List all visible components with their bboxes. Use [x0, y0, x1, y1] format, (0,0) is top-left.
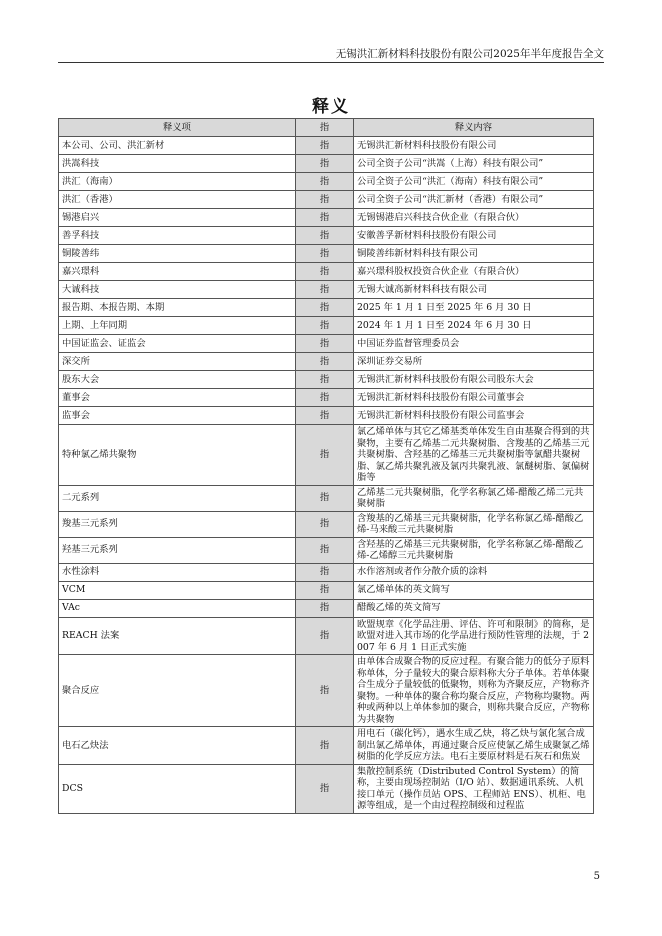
table-row: [59, 137, 594, 155]
table-row: [59, 371, 594, 389]
row-definition: 无锡大诚高新材料科技有限公司: [354, 281, 594, 299]
row-term: 报告期、本报告期、本期: [59, 299, 296, 317]
row-definition: 铜陵善纬新材料科技有限公司: [354, 245, 594, 263]
glossary-table: [58, 118, 594, 814]
row-term: 洪汇（海南）: [59, 173, 296, 191]
table-header-row: [59, 119, 594, 137]
row-term: 上期、上年同期: [59, 317, 296, 335]
row-definition: 中国证券监督管理委员会: [354, 335, 594, 353]
row-definition: 氯乙烯单体与其它乙烯基类单体发生自由基聚合得到的共聚物，主要有乙烯基二元共聚树脂、含羧基的乙烯基三元共聚树脂、含羟基的乙烯基三元共聚树脂等氯醋共聚树脂、氯乙烯共聚乳液及氯丙共聚乳液、氯醚树脂、氯偏树脂等: [354, 425, 594, 486]
row-zhi: 指: [296, 263, 354, 281]
table-row: [59, 537, 594, 563]
row-definition: 2025 年 1 月 1 日至 2025 年 6 月 30 日: [354, 299, 594, 317]
report-header: 无锡洪汇新材料科技股份有限公司2025年半年度报告全文: [335, 48, 604, 60]
row-zhi: 指: [296, 764, 354, 813]
row-zhi: 指: [296, 317, 354, 335]
page-number: 5: [593, 871, 600, 882]
row-term: 嘉兴璟科: [59, 263, 296, 281]
table-row: [59, 263, 594, 281]
row-definition: 深圳证券交易所: [354, 353, 594, 371]
table-row: [59, 764, 594, 813]
row-zhi: 指: [296, 563, 354, 581]
row-definition: 水作溶剂或者作分散介质的涂料: [354, 563, 594, 581]
row-term: 水性涂料: [59, 563, 296, 581]
row-term: VCM: [59, 581, 296, 599]
row-term: 本公司、公司、洪汇新材: [59, 137, 296, 155]
row-definition: 无锡洪汇新材料科技股份有限公司董事会: [354, 389, 594, 407]
row-zhi: 指: [296, 389, 354, 407]
table-row: [59, 353, 594, 371]
table-row: [59, 617, 594, 655]
row-zhi: 指: [296, 335, 354, 353]
row-zhi: 指: [296, 407, 354, 425]
table-row: [59, 485, 594, 511]
row-zhi: 指: [296, 299, 354, 317]
table-row: [59, 655, 594, 727]
row-zhi: 指: [296, 617, 354, 655]
row-zhi: 指: [296, 425, 354, 486]
row-definition: 公司全资子公司“洪汇新材（香港）有限公司”: [354, 191, 594, 209]
row-zhi: 指: [296, 599, 354, 617]
column-header-zhi: 指: [296, 119, 354, 137]
row-zhi: 指: [296, 155, 354, 173]
row-zhi: 指: [296, 353, 354, 371]
row-zhi: 指: [296, 655, 354, 727]
row-zhi: 指: [296, 537, 354, 563]
table-row: [59, 581, 594, 599]
row-term: 聚合反应: [59, 655, 296, 727]
row-term: 董事会: [59, 389, 296, 407]
table-row: [59, 317, 594, 335]
row-definition: 2024 年 1 月 1 日至 2024 年 6 月 30 日: [354, 317, 594, 335]
row-definition: 乙烯基二元共聚树脂，化学名称氯乙烯-醋酸乙烯二元共聚树脂: [354, 485, 594, 511]
row-term: 股东大会: [59, 371, 296, 389]
table-row: [59, 563, 594, 581]
table-row: [59, 727, 594, 765]
page-title: 释义: [312, 97, 350, 117]
row-definition: 公司全资子公司“洪嵩（上海）科技有限公司”: [354, 155, 594, 173]
table-row: [59, 299, 594, 317]
row-zhi: 指: [296, 485, 354, 511]
row-zhi: 指: [296, 173, 354, 191]
row-definition: 无锡洪汇新材料科技股份有限公司: [354, 137, 594, 155]
row-term: DCS: [59, 764, 296, 813]
table-row: [59, 191, 594, 209]
row-definition: 氯乙烯单体的英文简写: [354, 581, 594, 599]
row-term: 铜陵善纬: [59, 245, 296, 263]
table-row: [59, 511, 594, 537]
table-row: [59, 425, 594, 486]
row-definition: 醋酸乙烯的英文简写: [354, 599, 594, 617]
row-zhi: 指: [296, 511, 354, 537]
table-row: [59, 173, 594, 191]
row-term: VAc: [59, 599, 296, 617]
row-definition: 集散控制系统（Distributed Control System）的简称，主要由现场控制站（I/O 站）、数据通讯系统、人机接口单元（操作员站 OPS、工程师站 ENS）、机柜、电源等组成，是一个由过程控制级和过程监: [354, 764, 594, 813]
glossary-body: [59, 137, 594, 814]
row-zhi: 指: [296, 137, 354, 155]
row-term: REACH 法案: [59, 617, 296, 655]
row-term: 羧基三元系列: [59, 511, 296, 537]
table-row: [59, 245, 594, 263]
row-zhi: 指: [296, 209, 354, 227]
column-header-term: 释义项: [59, 119, 296, 137]
table-row: [59, 227, 594, 245]
row-zhi: 指: [296, 227, 354, 245]
table-row: [59, 155, 594, 173]
column-header-definition: 释义内容: [354, 119, 594, 137]
row-term: 洪汇（香港）: [59, 191, 296, 209]
table-row: [59, 335, 594, 353]
row-definition: 无锡锡港启兴科技合伙企业（有限合伙）: [354, 209, 594, 227]
row-term: 中国证监会、证监会: [59, 335, 296, 353]
row-definition: 用电石（碳化钙），遇水生成乙炔，将乙炔与氯化氢合成制出氯乙烯单体，再通过聚合反应使氯乙烯生成聚氯乙烯树脂的化学反应方法。电石主要原材料是石灰石和焦炭: [354, 727, 594, 765]
header-divider: [58, 62, 604, 63]
row-definition: 嘉兴璟科股权投资合伙企业（有限合伙）: [354, 263, 594, 281]
row-definition: 欧盟规章《化学品注册、评估、许可和限制》的简称，是欧盟对进入其市场的化学品进行预防性管理的法规，于 2007 年 6 月 1 日正式实施: [354, 617, 594, 655]
row-zhi: 指: [296, 245, 354, 263]
row-term: 特种氯乙烯共聚物: [59, 425, 296, 486]
row-term: 二元系列: [59, 485, 296, 511]
row-definition: 含羧基的乙烯基三元共聚树脂，化学名称氯乙烯-醋酸乙烯-马来酸三元共聚树脂: [354, 511, 594, 537]
table-row: [59, 209, 594, 227]
row-definition: 无锡洪汇新材料科技股份有限公司股东大会: [354, 371, 594, 389]
row-term: 锡港启兴: [59, 209, 296, 227]
row-definition: 公司全资子公司“洪汇（海南）科技有限公司”: [354, 173, 594, 191]
row-zhi: 指: [296, 581, 354, 599]
table-row: [59, 407, 594, 425]
row-term: 监事会: [59, 407, 296, 425]
row-definition: 无锡洪汇新材料科技股份有限公司监事会: [354, 407, 594, 425]
table-row: [59, 599, 594, 617]
row-term: 善孚科技: [59, 227, 296, 245]
row-term: 洪嵩科技: [59, 155, 296, 173]
row-definition: 由单体合成聚合物的反应过程。有聚合能力的低分子原料称单体，分子量较大的聚合原料称大分子单体。若单体聚合生成分子量较低的低聚物，则称为齐聚反应，产物称齐聚物。一种单体的聚合称均聚合反应，产物称均聚物。两种或两种以上单体参加的聚合，则称共聚合反应，产物称为共聚物: [354, 655, 594, 727]
row-zhi: 指: [296, 281, 354, 299]
row-definition: 安徽善孚新材料科技股份有限公司: [354, 227, 594, 245]
row-zhi: 指: [296, 371, 354, 389]
row-term: 电石乙炔法: [59, 727, 296, 765]
row-zhi: 指: [296, 727, 354, 765]
row-term: 羟基三元系列: [59, 537, 296, 563]
row-term: 大诚科技: [59, 281, 296, 299]
row-term: 深交所: [59, 353, 296, 371]
row-zhi: 指: [296, 191, 354, 209]
row-definition: 含羟基的乙烯基三元共聚树脂，化学名称氯乙烯-醋酸乙烯-乙烯醇三元共聚树脂: [354, 537, 594, 563]
table-row: [59, 389, 594, 407]
table-row: [59, 281, 594, 299]
